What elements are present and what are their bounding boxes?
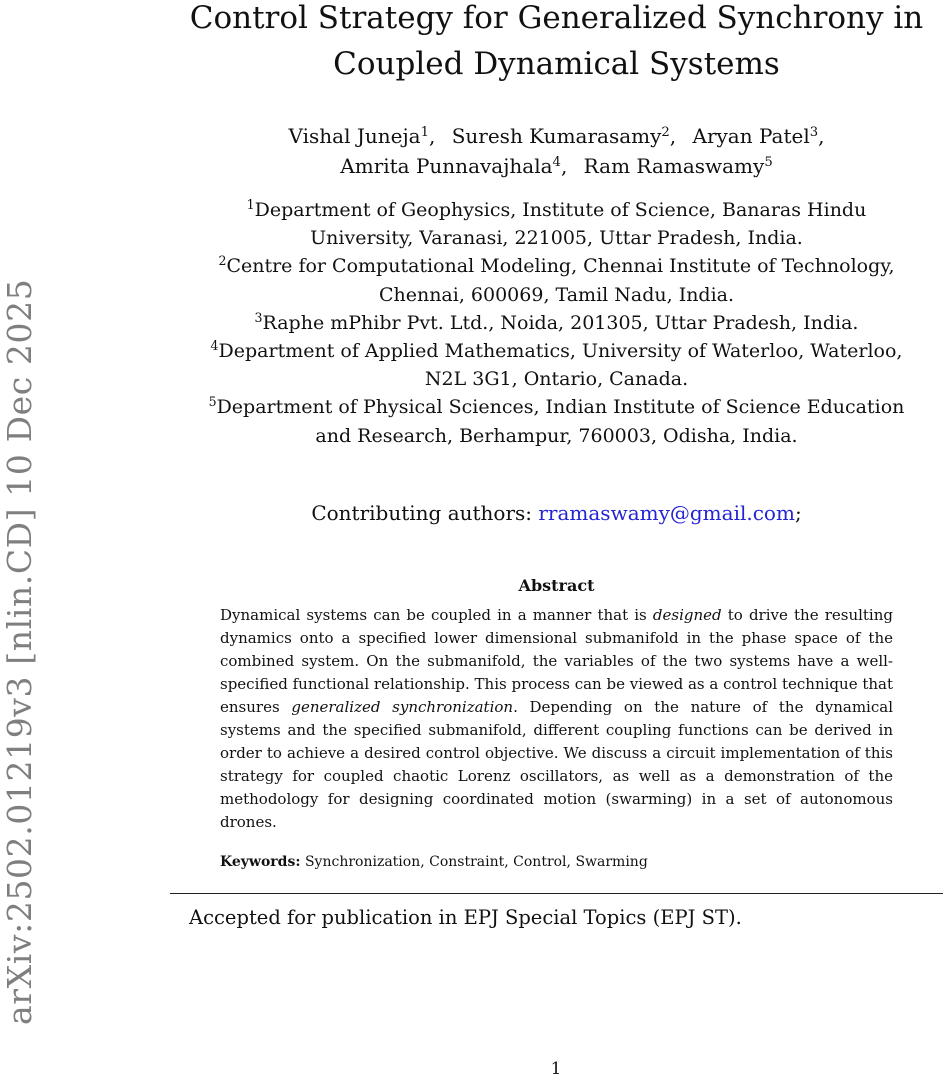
- author-patel: [693, 124, 825, 148]
- author-name: Suresh Kumarasamy: [451, 124, 662, 148]
- affiliation-text: Department of Physical Sciences, Indian Institute of Science Education and Research, Berhampur, 760003, Odisha, India.: [216, 396, 905, 447]
- author-affil-mark: 1: [420, 124, 429, 140]
- abstract-heading: Abstract: [518, 576, 595, 595]
- abstract-text: to drive the resulting dynamics onto a specified lower dimensional submanifold in the phase space of the combined system. On the submanifold, the variables of the two systems have a well-specified functional relationship. This process can be viewed as a control technique that ensures: [220, 606, 893, 716]
- affiliation-item: [170, 393, 943, 449]
- affiliation-text: Raphe mPhibr Pvt. Ltd., Noida, 201305, Uttar Pradesh, India.: [262, 311, 859, 334]
- affiliation-text: Centre for Computational Modeling, Chennai Institute of Technology, Chennai, 600069, Tamil Nadu, India.: [226, 255, 895, 306]
- keywords-text: Synchronization, Constraint, Control, Swarming: [304, 854, 648, 870]
- author-name: Amrita Punnavajhala: [340, 154, 553, 178]
- author-name: Aryan Patel: [692, 124, 810, 148]
- affiliation-item: [170, 196, 943, 252]
- author-punnavajhala: [340, 154, 567, 178]
- page-number: 1: [550, 1059, 562, 1079]
- abstract-body: [220, 604, 893, 834]
- author-kumarasamy: [452, 124, 676, 148]
- author-name: Ram Ramaswamy: [583, 154, 765, 178]
- author-affil-mark: 4: [552, 154, 561, 170]
- affiliation-mark: 2: [218, 253, 227, 269]
- contact-trailing: ;: [794, 501, 802, 525]
- footnote-divider: [170, 893, 943, 894]
- paper-title: Control Strategy for Generalized Synchrony in Coupled Dynamical Systems: [189, 0, 924, 82]
- affiliation-mark: 5: [208, 394, 217, 410]
- abstract-emphasis: designed: [652, 606, 722, 624]
- affiliation-mark: 3: [254, 309, 263, 325]
- author-separator: ,: [669, 124, 677, 148]
- author-separator: ,: [428, 124, 436, 148]
- contributing-authors: [170, 499, 943, 527]
- contact-email-link[interactable]: rramaswamy@gmail.com: [538, 501, 795, 525]
- abstract-emphasis: generalized synchronization: [291, 698, 514, 716]
- author-affil-mark: 2: [661, 124, 670, 140]
- affiliation-text: Department of Geophysics, Institute of Science, Banaras Hindu University, Varanasi, 221005, Uttar Pradesh, India.: [254, 199, 867, 250]
- affiliation-item: [170, 309, 943, 337]
- affiliation-list: [170, 196, 943, 450]
- affiliation-text: Department of Applied Mathematics, University of Waterloo, Waterloo, N2L 3G1, Ontario, Canada.: [218, 340, 903, 391]
- abstract-text: . Depending on the nature of the dynamical systems and the specified submanifold, different coupling functions can be derived in order to achieve a desired control objective. We discuss a circuit implementation of this strategy for coupled chaotic Lorenz oscillators, as well as a demonstration of the methodology for designing coordinated motion (swarming) in a set of autonomous drones.: [220, 698, 893, 831]
- author-ramaswamy: [584, 154, 773, 178]
- affiliation-mark: 4: [210, 338, 219, 354]
- author-juneja: [289, 124, 436, 148]
- author-affil-mark: 5: [764, 154, 773, 170]
- publication-footnote: Accepted for publication in EPJ Special Topics (EPJ ST).: [189, 906, 742, 929]
- contact-label: Contributing authors:: [311, 501, 533, 525]
- affiliation-mark: 1: [246, 197, 255, 213]
- affiliation-item: [170, 337, 943, 393]
- author-list: [170, 121, 943, 181]
- arxiv-identifier-stamp: arXiv:2502.01219v3 [nlin.CD] 10 Dec 2025: [0, 278, 39, 1025]
- affiliation-item: [170, 252, 943, 308]
- author-separator: ,: [818, 124, 825, 148]
- author-separator: ,: [560, 154, 568, 178]
- author-name: Vishal Juneja: [288, 124, 421, 148]
- keywords: [220, 852, 893, 872]
- author-affil-mark: 3: [809, 124, 819, 140]
- keywords-label: Keywords:: [220, 854, 301, 870]
- abstract-text: Dynamical systems can be coupled in a manner that is: [220, 606, 653, 624]
